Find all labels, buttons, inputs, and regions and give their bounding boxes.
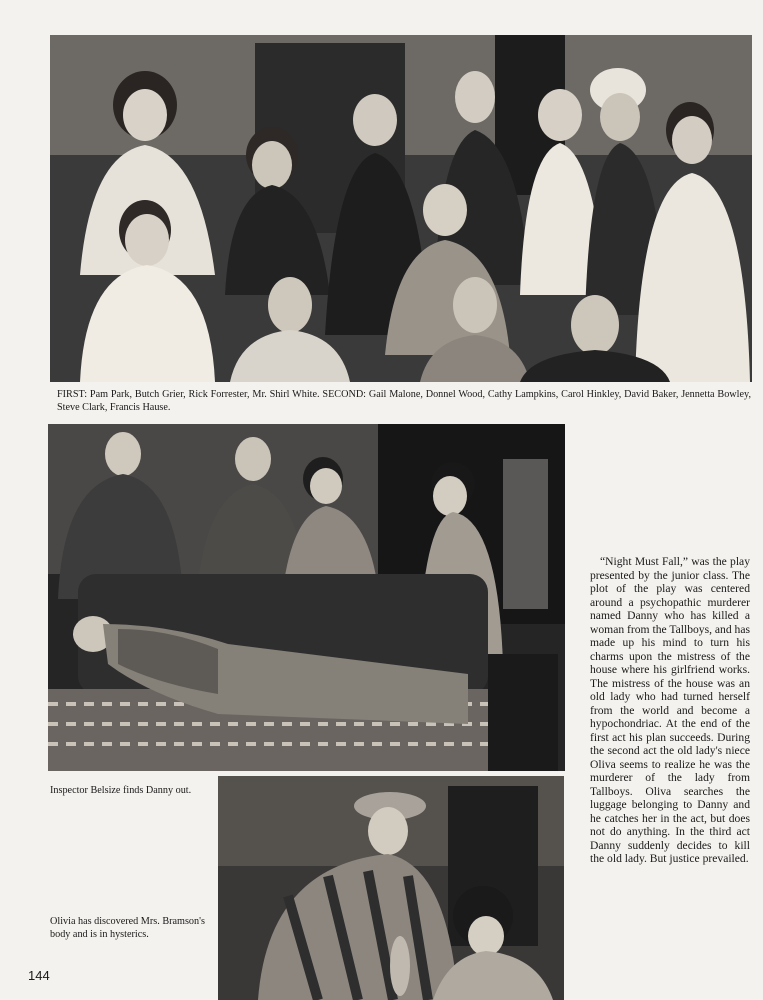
hysterics-scene-photo <box>218 776 564 1000</box>
inspector-photo-caption: Inspector Belsize finds Danny out. <box>50 785 192 796</box>
olivia-photo-caption: Olivia has discovered Mrs. Bramson's body and is in hysterics. <box>50 916 205 940</box>
play-summary <box>590 555 750 866</box>
hysterics-scene-photo-image <box>218 776 564 1000</box>
inspector-scene-photo-image <box>48 424 565 771</box>
cast-photo-caption: FIRST: Pam Park, Butch Grier, Rick Forrester, Mr. Shirl White. SECOND: Gail Malone, Donnel Wood, Cathy Lampkins, Carol Hinkley, David Baker, Jennetta Bowley, Steve Clark, Francis Hause. <box>57 389 751 413</box>
cast-group-photo <box>50 35 752 382</box>
play-summary-paragraph: “Night Must Fall,” was the play presented by the junior class. The plot of the play was centered around a psychopathic murderer named Danny who has killed a woman from the Tallboys, and has made up his mind to turn his charms upon the mistress of the house where his girlfriend works. The mistress of the house was an old lady who had turned herself from the world and become a hypochondriac. At the end of the first act his plan succeeds. During the second act the old lady's niece Oliva seems to realize he was the murderer of the lady from Tallboys. Oliva searches the luggage belonging to Danny and he catches her in the act, but does not do anything. In the third act Danny suddenly decides to kill the old lady. But justice prevailed. <box>590 555 750 865</box>
page-number: 144 <box>28 968 50 983</box>
cast-group-photo-image <box>50 35 752 382</box>
inspector-scene-photo <box>48 424 565 771</box>
